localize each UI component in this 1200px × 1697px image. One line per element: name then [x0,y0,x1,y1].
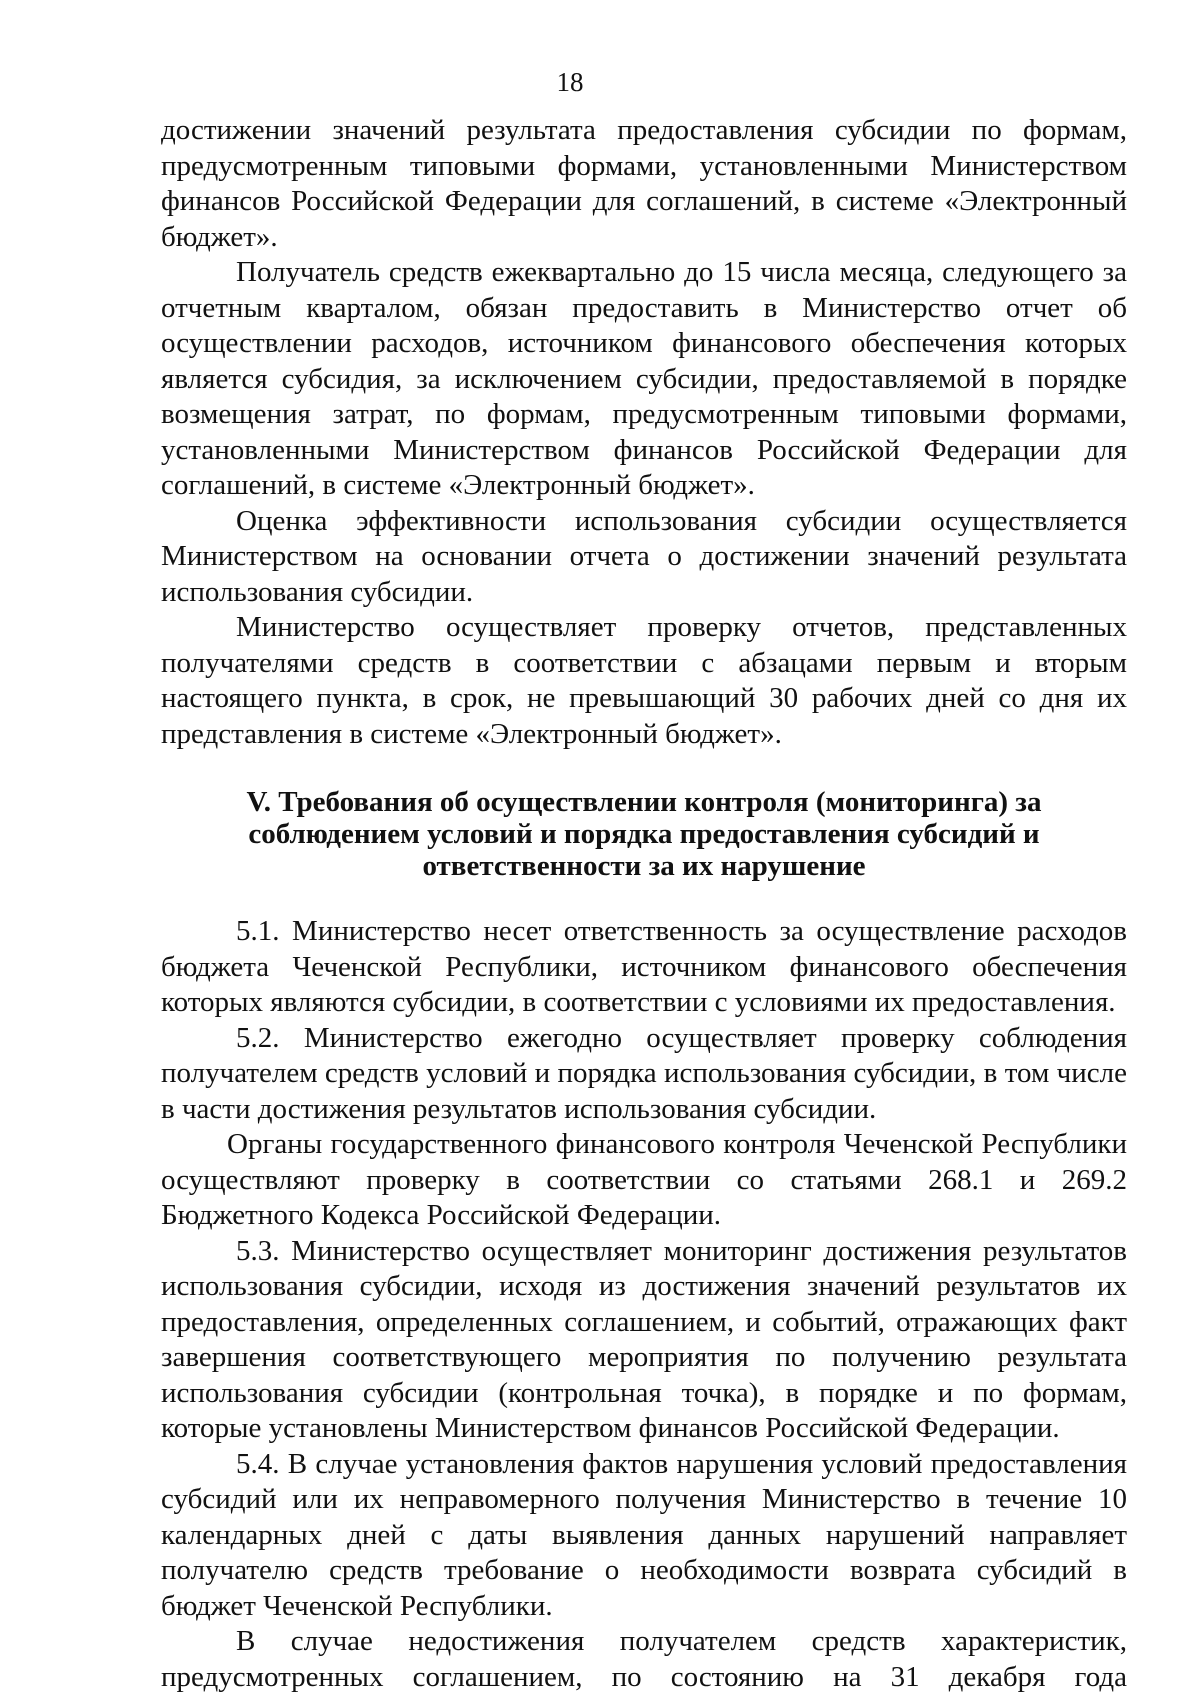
paragraph-state-control: Органы государственного финансового контроля Чеченской Республики осуществляют проверку в соответствии со статьями 268.1 и 269.2 Бюджетного Кодекса Российской Федерации. [161,1128,1127,1231]
paragraph-efficiency-assessment: Оценка эффективности использования субсидии осуществляется Министерством на основании отчета о достижении значений результата использования субсидии. [161,504,1127,608]
paragraph-report-check: Министерство осуществляет проверку отчетов, представленных получателями средств в соответствии с абзацами первым и вторым настоящего пункта, в срок, не превышающий 30 рабочих дней со дня их представления в системе «Электронный бюджет». [161,611,1127,750]
paragraph-5-1: 5.1. Министерство несет ответственность за осуществление расходов бюджета Чеченской Республики, источником финансового обеспечения которых являются субсидии, в соответствии с условиями их предоставления. [161,915,1127,1018]
paragraph-5-3: 5.3. Министерство осуществляет мониторинг достижения результатов использования субсидии, исходя из достижения значений результатов их предоставления, определенных соглашением, и событий, отражающих факт завершения соответствующего мероприятия по получению результата использования субсидии (контрольная точка), в порядке и по формам, которые установлены Министерством финансов Российской Федерации. [161,1234,1127,1444]
section-heading: V. Требования об осуществлении контроля (мониторинга) за соблюдением условий и порядка предоставления субсидий и ответственности за их нарушение [246,786,1042,882]
paragraph-non-achievement: В случае недостижения получателем средств характеристик, предусмотренных соглашением, по состоянию на 31 декабря года [161,1625,1127,1693]
page-number: 18 [556,67,584,97]
paragraph-report-deadline: Получатель средств ежеквартально до 15 числа месяца, следующего за отчетным кварталом, обязан предоставить в Министерство отчет об осуществлении расходов, источником финансового обеспечения которых является субсидия, за исключением субсидии, предоставляемой в порядке возмещения затрат, по формам, предусмотренным типовыми формами, установленными Министерством финансов Российской Федерации для соглашений, в системе «Электронный бюджет». [161,256,1127,501]
document-body [161,113,1127,1695]
paragraph-continuation: достижении значений результата предоставления субсидии по формам, предусмотренным типовыми формами, установленными Министерством финансов Российской Федерации для соглашений, в системе «Электронный бюджет». [161,114,1127,253]
paragraph-5-4: 5.4. В случае установления фактов нарушения условий предоставления субсидий или их неправомерного получения Министерство в течение 10 календарных дней с даты выявления данных нарушений направляет получателю средств требование о необходимости возврата субсидий в бюджет Чеченской Республики. [161,1447,1127,1622]
paragraph-5-2: 5.2. Министерство ежегодно осуществляет проверку соблюдения получателем средств условий и порядка использования субсидии, в том числе в части достижения результатов использования субсидии. [161,1021,1127,1125]
